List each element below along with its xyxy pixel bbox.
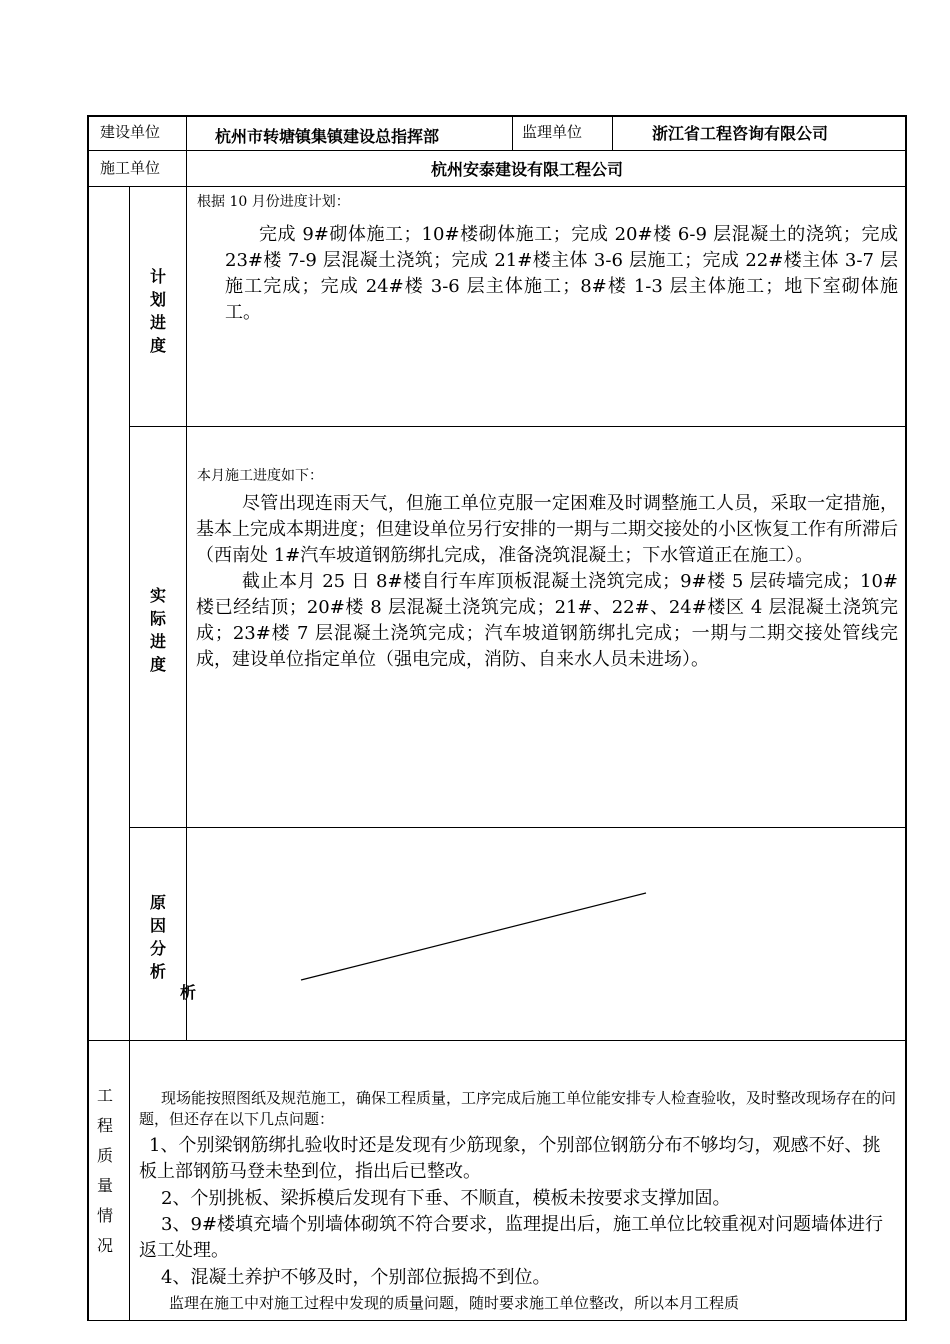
plan-label-char: 计 [149,267,166,286]
diagonal-stroke [301,893,646,980]
plan-label-char: 度 [149,336,166,355]
quality-label-char: 工 [96,1086,113,1105]
quality-item-2: 2、个别挑板、梁拆模后发现有下垂、不顺直，模板未按要求支撑加固。 [161,1188,731,1209]
actual-label-char: 度 [149,655,166,674]
reason-label-char: 原 [149,893,166,912]
reason-label-char: 因 [149,916,166,935]
quality-intro: 现场能按照图纸及规范施工，确保工程质量，工序完成后施工单位能安排专人检查验收，及时整改现场存在的问题，但还存在以下几点问题： [139,1089,897,1128]
reason-label-char: 分 [149,939,166,958]
quality-label-char: 情 [96,1206,113,1225]
quality-item-4: 4、混凝土养护不够及时，个别部位振捣不到位。 [161,1267,551,1288]
supervisor-value: 浙江省工程咨询有限公司 [652,124,829,143]
plan-intro: 根据 10 月份进度计划： [197,194,350,210]
plan-body-text: 完成 9#砌体施工；10#楼砌体施工；完成 20#楼 6-9 层混凝土的浇筑；完成 23#楼 7-9 层混凝土浇筑；完成 21#楼主体 3-6 层施工；完成 22#楼主体 3-7 层施工完成；完成 24#楼 3-6 层主体施工；8#楼 1-3 层主体施工；地下室砌体施工。 [225,224,898,323]
plan-label-char: 进 [149,313,166,332]
quality-label-char: 况 [96,1236,113,1255]
reason-stray-char: 析 [179,983,196,1002]
actual-intro: 本月施工进度如下： [197,468,323,484]
quality-label [95,1081,115,1261]
quality-closing: 监理在施工中对施工过程中发现的质量问题，随时要求施工单位整改，所以本月工程质 [169,1294,740,1312]
supervisor-label: 监理单位 [522,123,583,141]
contractor-label: 施工单位 [100,159,161,177]
actual-para-1: 尽管出现连雨天气，但施工单位克服一定困难及时调整施工人员，采取一定措施，基本上完成本期进度；但建设单位另行安排的一期与二期交接处的小区恢复工作有所滞后（西南处 1#汽车坡道钢筋绑扎完成，准备浇筑混凝土；下水管道正在施工）。 [196,493,898,566]
reason-label-char: 析 [149,962,166,981]
actual-label-char: 进 [149,632,166,651]
quality-body [139,1088,897,1314]
contractor-value: 杭州安泰建设有限工程公司 [431,160,624,179]
quality-label-char: 量 [96,1176,113,1195]
client-value: 杭州市转塘镇集镇建设总指挥部 [215,127,440,146]
actual-label-char: 际 [149,609,166,628]
client-label: 建设单位 [100,123,161,141]
quality-label-char: 程 [96,1116,113,1135]
quality-item-1: 1、个别梁钢筋绑扎验收时还是发现有少筋现象，个别部位钢筋分布不够均匀，观感不好、挑板上部钢筋马登未垫到位，指出后已整改。 [139,1135,881,1182]
actual-para-2: 截止本月 25 日 8#楼自行车库顶板混凝土浇筑完成；9#楼 5 层砖墙完成；10#楼已经结顶；20#楼 8 层混凝土浇筑完成；21#、22#、24#楼区 4 层混凝土浇筑完成；23#楼 7 层混凝土浇筑完成；汽车坡道钢筋绑扎完成；一期与二期交接处管线完成，建设单位指定单位（强电完成，消防、自来水人员未进场）。 [196,571,898,670]
quality-item-3: 3、9#楼填充墙个别墙体砌筑不符合要求，监理提出后，施工单位比较重视对问题墙体进行返工处理。 [139,1214,883,1261]
actual-label-char: 实 [149,586,166,605]
quality-label-char: 质 [96,1146,113,1165]
plan-label-char: 划 [149,290,166,309]
